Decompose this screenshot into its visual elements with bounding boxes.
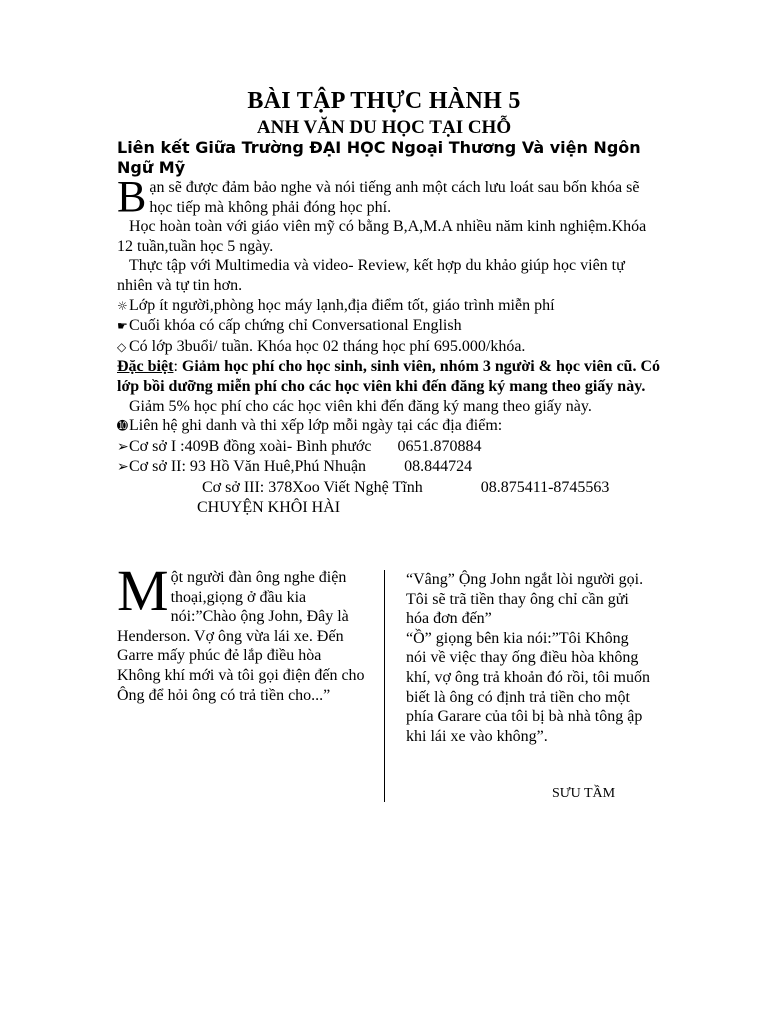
intro-text: ạn sẽ được đảm bảo nghe và nói tiếng anh một cách lưu loát sau bốn khóa sẽ học tiếp mà không phải đóng học phí. [149, 179, 640, 216]
joke-left-paragraph: ột người đàn ông nghe điện thoại,giọng ở đầu kia nói:”Chào ộng John, Đây là Henderson. Vợ ông vừa lái xe. Đến Garre mấy phúc đẻ lắp điều hòa [117, 569, 349, 665]
location-row [117, 437, 662, 458]
location-row [117, 478, 662, 498]
contact-text: Liên hệ ghi danh và thi xếp lớp mỗi ngày tại các địa điểm: [129, 417, 503, 435]
intro-paragraph [117, 172, 662, 221]
joke-title: CHUYỆN KHÔI HÀI [197, 498, 341, 516]
headline: Liên kết Giữa Trường ĐẠI HỌC Ngoại Thương Và viện Ngôn Ngữ Mỹ [117, 138, 641, 177]
arrowhead-icon: ➢ [117, 438, 129, 455]
location-phone: 0651.870884 [397, 437, 482, 455]
bullet-text: Cuối khóa có cấp chứng chỉ Conversational English [129, 317, 462, 335]
bullet-text: Học hoàn toàn với giáo viên mỹ có bằng B,A,M.A nhiều năm kinh nghiệm.Khóa 12 tuần,tuần học 5 ngày. [117, 218, 647, 255]
body-block [117, 172, 662, 517]
contact-line [117, 416, 662, 437]
special-label: Đặc biệt [117, 358, 174, 376]
bullet-item [117, 316, 662, 337]
bullet-item [117, 296, 662, 317]
discount-text: Giảm 5% học phí cho các học viên khi đến đăng ký mang theo giấy này. [129, 397, 592, 415]
location-address: Cơ sở II: 93 Hồ Văn Huê,Phú Nhuận [129, 458, 367, 476]
joke-left-paragraph: Không khí mới và tôi gọi điện đến cho Ông để hỏi ông có trả tiền cho...” [117, 666, 365, 704]
diamond-bullet-icon: ◇ [117, 339, 127, 354]
joke-right-paragraph: “Vâng” Ộng John ngắt lòi người gọi. Tôi sẽ trã tiền thay ông chỉ cần gửi hóa đơn đến” [406, 571, 644, 628]
sun-bullet-icon: ☼ [117, 298, 128, 313]
joke-right-column [406, 570, 651, 746]
pointing-hand-icon: ☛ [117, 319, 128, 334]
special-text: Giảm học phí cho học sinh, sinh viên, nhóm 3 người & học viên cũ. Có lớp bồi dưỡng miễn phí cho các học viên khi đến đăng ký mang theo giấy này. [117, 358, 660, 395]
intro-dropcap: B [117, 172, 147, 221]
special-offer [117, 357, 662, 396]
location-address: Cơ sở III: 378Xoo Viết Nghệ Tĩnh [202, 478, 423, 496]
discount-line [117, 397, 662, 417]
arrowhead-icon: ➢ [117, 459, 129, 476]
joke-right-paragraph: “Ồ” giọng bên kia nói:”Tôi Không nói về việc thay ống điều hòa không khí, vợ ông trả khoản đó rồi, tôi muốn biết là ông có định trả tiền cho một phía Garare của tôi bị bà nhà tông ập khi lái xe vào không”. [406, 629, 650, 745]
bullet-text: Có lớp 3buổi/ tuần. Khóa học 02 tháng học phí 695.000/khóa. [129, 337, 526, 355]
number-ten-icon: ➓ [117, 419, 128, 435]
column-divider [384, 570, 385, 802]
bullet-text: Lớp ít người,phòng học máy lạnh,địa điểm tốt, giáo trình miễn phí [129, 296, 555, 314]
location-phone: 08.875411-8745563 [480, 478, 610, 496]
location-row [117, 457, 662, 478]
bullet-item [117, 217, 662, 256]
bullet-text: Thực tập với Multimedia và video- Review, kết hợp du khảo giúp học viên tự nhiên và tự tin hơn. [117, 257, 625, 294]
special-colon: : [173, 358, 182, 376]
joke-dropcap: M [117, 558, 169, 623]
bullet-item [117, 337, 662, 358]
location-address: Cơ sở I :409B đồng xoài- Bình phước [129, 437, 372, 455]
bullet-item [117, 256, 662, 295]
location-phone: 08.844724 [404, 458, 473, 476]
signature: SƯU TẦM [552, 786, 616, 801]
page-subtitle: ANH VĂN DU HỌC TẠI CHỖ [256, 117, 512, 138]
page-title: BÀI TẬP THỰC HÀNH 5 [247, 88, 521, 114]
joke-left-column [117, 558, 367, 705]
